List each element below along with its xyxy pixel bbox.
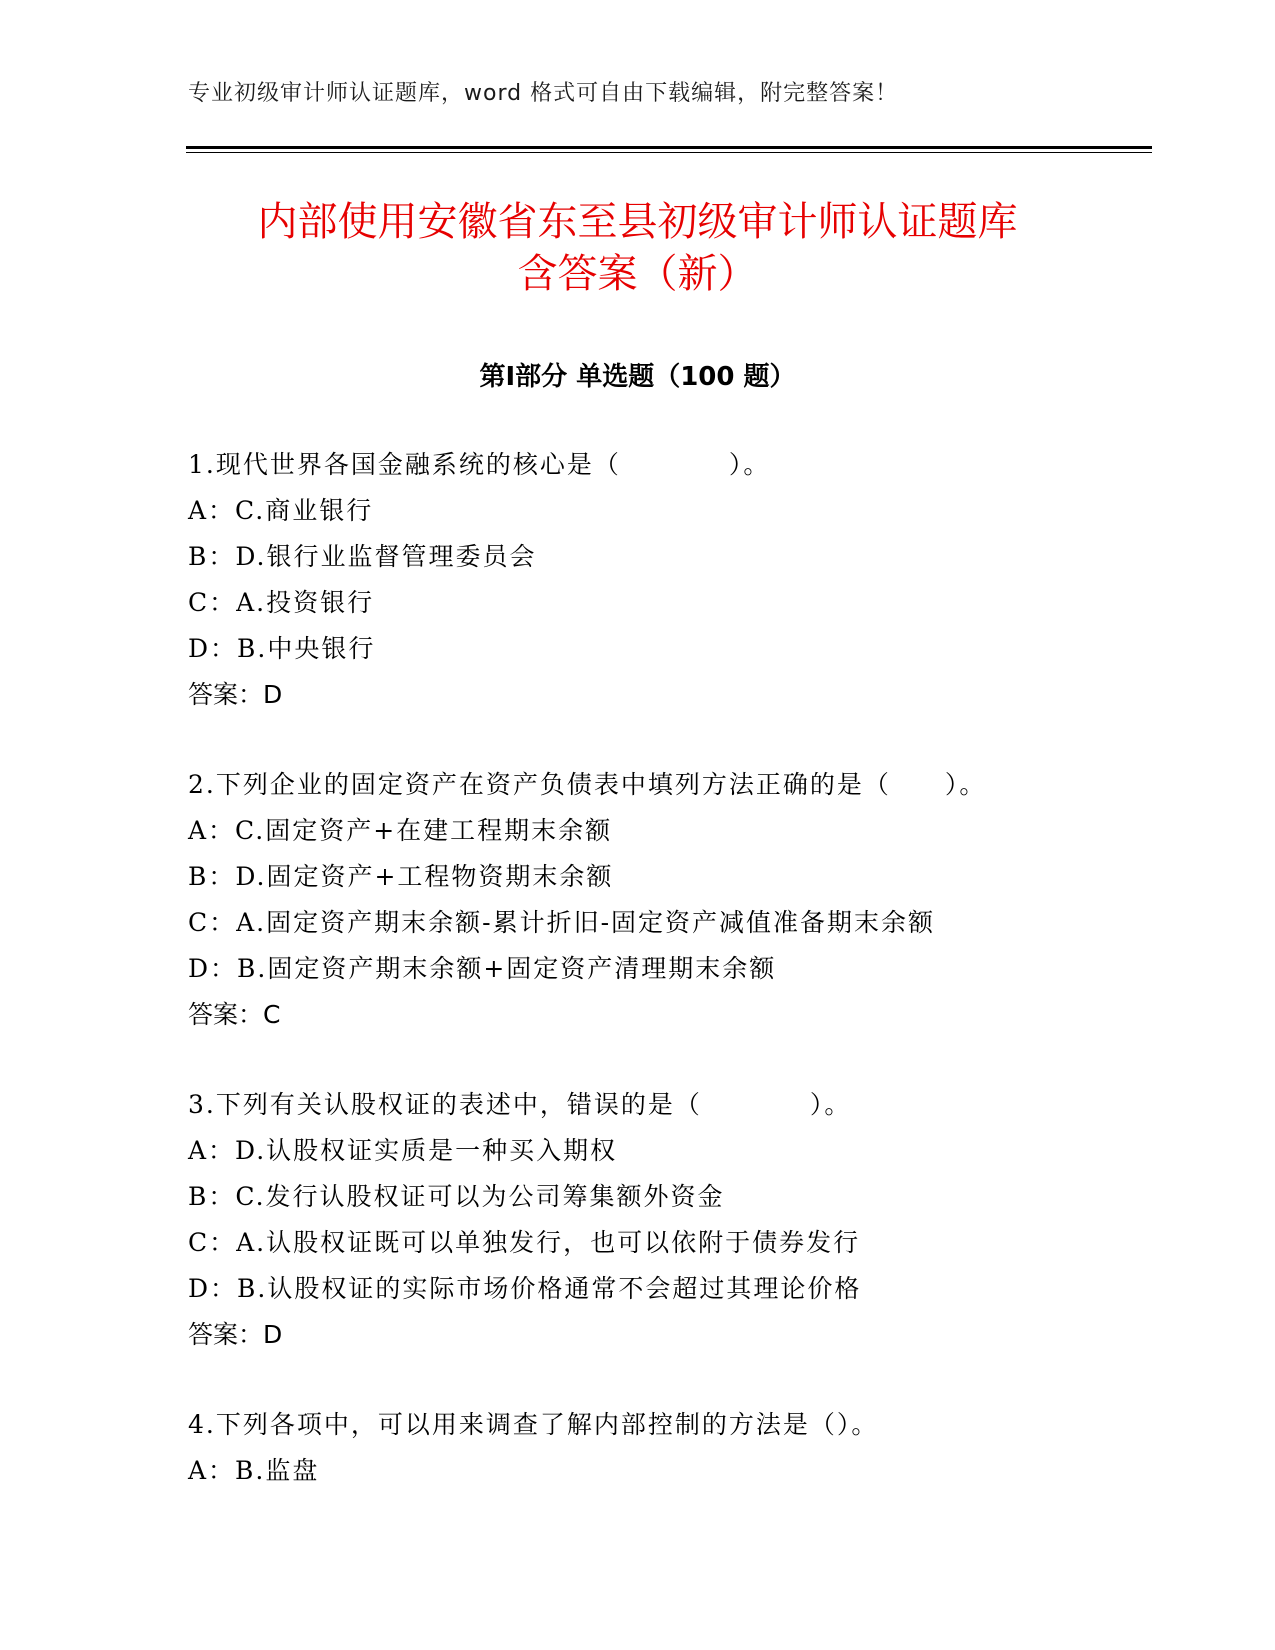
option-a: A：D.认股权证实质是一种买入期权 bbox=[188, 1136, 618, 1165]
option-c: C：A.固定资产期末余额-累计折旧-固定资产减值准备期末余额 bbox=[188, 908, 936, 937]
option-b: B：D.银行业监督管理委员会 bbox=[188, 542, 537, 571]
option-d: D：B.固定资产期末余额+固定资产清理期末余额 bbox=[188, 954, 777, 983]
header-note: 专业初级审计师认证题库，word 格式可自由下载编辑，附完整答案！ bbox=[188, 81, 899, 106]
question-stem: 2.下列企业的固定资产在资产负债表中填列方法正确的是（ ）。 bbox=[188, 770, 987, 799]
question-stem: 3.下列有关认股权证的表述中，错误的是（ ）。 bbox=[188, 1090, 852, 1119]
option-b: B：C.发行认股权证可以为公司筹集额外资金 bbox=[188, 1182, 725, 1211]
section-heading: 第Ⅰ部分 单选题（100 题） bbox=[479, 362, 796, 392]
option-a: A：C.固定资产+在建工程期末余额 bbox=[188, 816, 613, 845]
header-rule-thin bbox=[186, 152, 1152, 153]
option-d: D：B.中央银行 bbox=[188, 634, 376, 663]
answer: 答案：C bbox=[188, 1000, 281, 1029]
option-a: A：C.商业银行 bbox=[188, 496, 374, 525]
answer: 答案：D bbox=[188, 1320, 283, 1349]
question-2 bbox=[188, 762, 1168, 1038]
answer: 答案：D bbox=[188, 680, 283, 709]
option-b: B：D.固定资产+工程物资期末余额 bbox=[188, 862, 614, 891]
option-c: C：A.投资银行 bbox=[188, 588, 375, 617]
option-d: D：B.认股权证的实际市场价格通常不会超过其理论价格 bbox=[188, 1274, 862, 1303]
question-stem: 1.现代世界各国金融系统的核心是（ ）。 bbox=[188, 450, 771, 479]
document-title-line-2: 含答案（新） bbox=[517, 251, 758, 297]
option-a: A：B.监盘 bbox=[188, 1456, 320, 1485]
document-title-line-1: 内部使用安徽省东至县初级审计师认证题库 bbox=[257, 199, 1018, 245]
question-stem: 4.下列各项中，可以用来调查了解内部控制的方法是（）。 bbox=[188, 1410, 879, 1439]
question-3 bbox=[188, 1082, 1168, 1358]
question-4 bbox=[188, 1402, 1168, 1494]
question-list bbox=[188, 442, 1168, 1538]
document-title bbox=[0, 196, 1275, 300]
header-rule-thick bbox=[186, 146, 1152, 149]
option-c: C：A.认股权证既可以单独发行，也可以依附于债券发行 bbox=[188, 1228, 861, 1257]
question-1 bbox=[188, 442, 1168, 718]
